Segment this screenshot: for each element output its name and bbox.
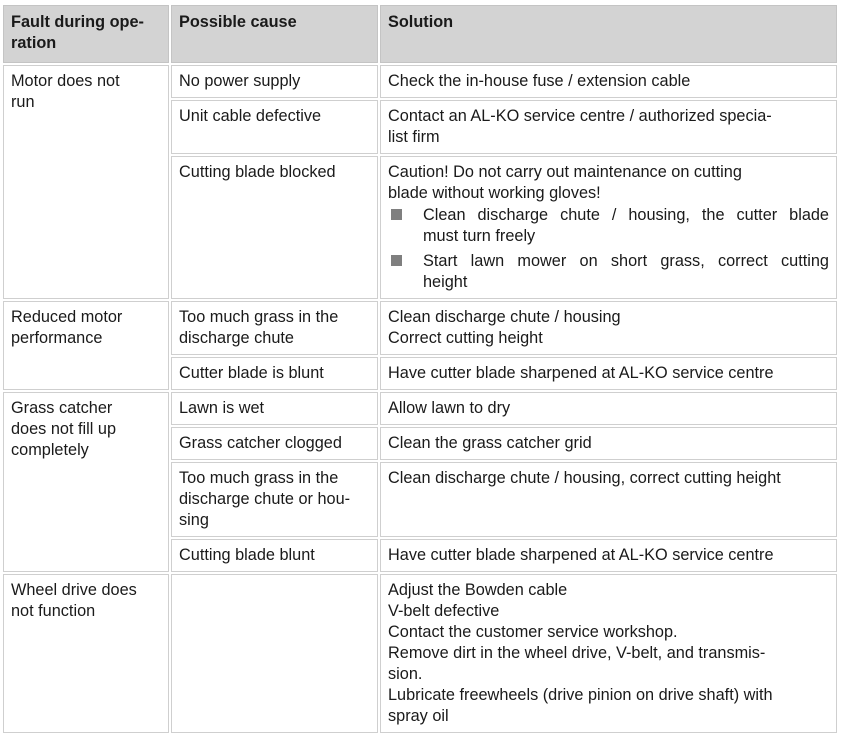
cause-cell: Cutter blade is blunt (171, 357, 380, 392)
solution-cell: Caution! Do not carry out maintenance on cutting blade without working gloves! Clean discharge chute / housing, the cutter blade must turn freely Start lawn mower on short grass, correct cutting height (380, 156, 839, 301)
solution-cell: Have cutter blade sharpened at AL-KO service centre (380, 357, 839, 392)
solution-cell: Allow lawn to dry (380, 392, 839, 427)
table-row (3, 574, 839, 735)
cause-cell: Cutting blade blunt (171, 539, 380, 574)
solution-cell: Clean discharge chute / housing Correct cutting height (380, 301, 839, 357)
table-row (3, 392, 839, 427)
cause-cell: Too much grass in the discharge chute (171, 301, 380, 357)
solution-cell: Check the in-house fuse / extension cable (380, 65, 839, 100)
cause-cell: Unit cable defective (171, 100, 380, 156)
cause-cell: No power supply (171, 65, 380, 100)
fault-cell: Grass catcher does not fill up completely (3, 392, 171, 574)
cause-cell: Lawn is wet (171, 392, 380, 427)
table-header-row (3, 5, 839, 65)
header-solution: Solution (380, 5, 839, 65)
fault-cell: Wheel drive does not function (3, 574, 171, 735)
cause-cell: Too much grass in the discharge chute or hou- sing (171, 462, 380, 539)
fault-cell: Motor does not run (3, 65, 171, 301)
cause-cell (171, 574, 380, 735)
header-cause: Possible cause (171, 5, 380, 65)
table-row (3, 65, 839, 100)
cause-cell: Grass catcher clogged (171, 427, 380, 462)
solution-cell: Have cutter blade sharpened at AL-KO service centre (380, 539, 839, 574)
solution-cell: Adjust the Bowden cable V-belt defective Contact the customer service workshop. Remove dirt in the wheel drive, V-belt, and transmis- sion. Lubricate freewheels (drive pinion on drive shaft) with spray oil (380, 574, 839, 735)
square-bullet-icon (391, 209, 402, 220)
cause-cell: Cutting blade blocked (171, 156, 380, 301)
bullet-item: Clean discharge chute / housing, the cutter blade must turn freely (388, 205, 829, 247)
fault-cell: Reduced motor performance (3, 301, 171, 392)
troubleshooting-table (3, 5, 839, 735)
square-bullet-icon (391, 255, 402, 266)
bullet-item: Start lawn mower on short grass, correct cutting height (388, 251, 829, 293)
solution-cell: Clean the grass catcher grid (380, 427, 839, 462)
solution-cell: Clean discharge chute / housing, correct cutting height (380, 462, 839, 539)
solution-cell: Contact an AL-KO service centre / authorized specia- list firm (380, 100, 839, 156)
table-row (3, 301, 839, 357)
header-fault: Fault during ope- ration (3, 5, 171, 65)
